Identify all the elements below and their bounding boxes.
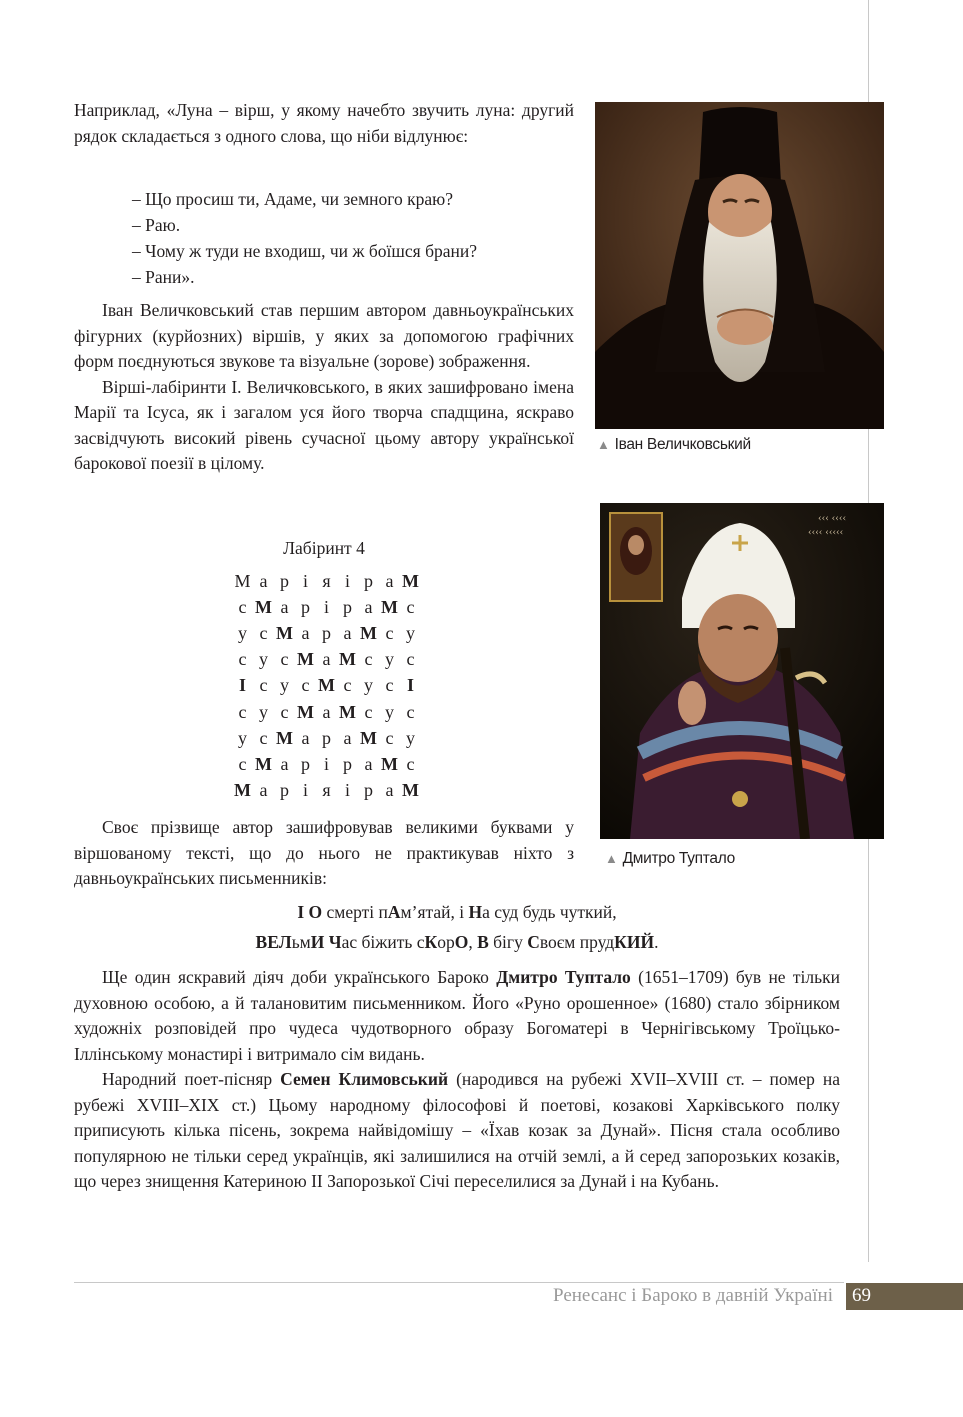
verse-text: ор bbox=[437, 932, 455, 952]
labyrinth-letter: а bbox=[322, 649, 331, 670]
cipher-capital: С bbox=[527, 932, 540, 952]
luna-dialog bbox=[132, 186, 477, 290]
labyrinth-letter: М bbox=[234, 570, 251, 591]
labyrinth-letter: а bbox=[343, 622, 352, 643]
labyrinth-letter: у bbox=[259, 649, 268, 670]
dialog-line: – Раю. bbox=[132, 215, 181, 235]
labyrinth-letter: І bbox=[238, 675, 246, 696]
labyrinth-letter: с bbox=[406, 649, 415, 670]
labyrinth-letter: І bbox=[406, 675, 414, 696]
labyrinth-letter: я bbox=[322, 570, 331, 591]
labyrinth-row bbox=[232, 647, 421, 673]
svg-text:‹‹‹‹ ‹‹‹‹‹: ‹‹‹‹ ‹‹‹‹‹ bbox=[808, 528, 844, 538]
dialog-line: – Рани». bbox=[132, 267, 195, 287]
labyrinth-letter: с bbox=[406, 596, 415, 617]
paragraph-figure-verses: Іван Величковський став першим автором давньоукраїнських фігурних (курйозних) віршів, у яких за допомогою графічних форм поєднуються звукове та візуальне (зорове) зображення. bbox=[74, 300, 574, 371]
labyrinth-letter: М bbox=[297, 701, 314, 722]
portrait-tuptalo bbox=[600, 503, 884, 839]
labyrinth-letter: М bbox=[255, 596, 272, 617]
labyrinth-letter: с bbox=[385, 675, 394, 696]
labyrinth-letter: р bbox=[364, 570, 373, 591]
verse-text: , bbox=[468, 932, 478, 952]
labyrinth-letter: а bbox=[259, 780, 268, 801]
triangle-up-icon: ▲ bbox=[597, 437, 610, 452]
verse-text: а суд будь чуткий, bbox=[482, 902, 617, 922]
labyrinth-letter: у bbox=[406, 622, 415, 643]
labyrinth-letter: а bbox=[364, 753, 373, 774]
verse-text: бігу bbox=[488, 932, 528, 952]
labyrinth-letter: а bbox=[301, 727, 310, 748]
labyrinth-row bbox=[232, 620, 421, 646]
labyrinth-letter: у bbox=[238, 622, 247, 643]
labyrinth-letter: М bbox=[402, 570, 419, 591]
cipher-capital: О bbox=[454, 932, 469, 952]
labyrinth-letter: і bbox=[323, 753, 329, 774]
labyrinth-letter: р bbox=[322, 622, 331, 643]
labyrinth-letter: с bbox=[406, 701, 415, 722]
labyrinth-letter: я bbox=[322, 780, 331, 801]
labyrinth-letter: М bbox=[276, 622, 293, 643]
triangle-up-icon: ▲ bbox=[605, 851, 618, 866]
cipher-capital: Н bbox=[468, 902, 483, 922]
labyrinth-row bbox=[232, 568, 421, 594]
labyrinth-row bbox=[232, 725, 421, 751]
body-text-top bbox=[74, 298, 574, 477]
labyrinth-letter: р bbox=[364, 780, 373, 801]
labyrinth-letter: у bbox=[280, 675, 289, 696]
labyrinth-letter: М bbox=[276, 727, 293, 748]
cipher-capital: А bbox=[387, 902, 401, 922]
intro-paragraph bbox=[74, 98, 574, 149]
labyrinth-letter: с bbox=[259, 675, 268, 696]
running-footer-title: Ренесанс і Бароко в давній Україні bbox=[553, 1285, 833, 1306]
labyrinth-letter: р bbox=[280, 780, 289, 801]
labyrinth-letter: у bbox=[259, 701, 268, 722]
caption-velychkovsky: ▲ Іван Величковський bbox=[597, 436, 751, 453]
body-text-bottom bbox=[74, 965, 840, 1195]
paragraph-luna: Наприклад, «Луна – вірш, у якому начебто звучить луна: другий рядок складається з одного слова, що ніби відлунює: bbox=[74, 100, 574, 146]
labyrinth-letter: а bbox=[385, 780, 394, 801]
dialog-line: – Чому ж туди не входиш, чи ж боїшся брани? bbox=[132, 241, 477, 261]
cipher-capital: І О bbox=[297, 902, 323, 922]
labyrinth-letter: а bbox=[301, 622, 310, 643]
labyrinth-letter: у bbox=[364, 675, 373, 696]
dialog-line: – Що просиш ти, Адаме, чи земного краю? bbox=[132, 189, 453, 209]
labyrinth-letter: с bbox=[364, 649, 373, 670]
verse-text: ьм bbox=[291, 932, 311, 952]
verse-text: ас біжить с bbox=[341, 932, 425, 952]
paragraph-tuptalo: Ще один яскравий діяч доби українського Бароко Дмитро Туптало (1651–1709) був не тільки духовною особою, а й талановитим письменником. Його «Руно орошенное» (1680) стало збірником художніх розповідей про чудеса чудотворного образу Богоматері в Чернігівському Троїцько-Іллінському монастирі і витримало сім видань. bbox=[74, 967, 840, 1064]
labyrinth-letter: с bbox=[238, 701, 247, 722]
labyrinth-letter: у bbox=[406, 727, 415, 748]
page-number: 69 bbox=[852, 1285, 871, 1306]
labyrinth-letter: у bbox=[385, 649, 394, 670]
labyrinth-letter: с bbox=[385, 727, 394, 748]
verse-text: . bbox=[654, 932, 659, 952]
labyrinth-letter: М bbox=[234, 780, 251, 801]
labyrinth-letter: М bbox=[381, 596, 398, 617]
labyrinth-letter: с bbox=[238, 596, 247, 617]
labyrinth-letter: с bbox=[406, 753, 415, 774]
labyrinth-row bbox=[232, 699, 421, 725]
labyrinth-letter: с bbox=[259, 622, 268, 643]
paragraph-labyrinths: Вірші-лабіринти І. Величковського, в яких зашифровано імена Марії та Ісуса, як і загалом уся його творча спадщина, яскраво засвідчують високий рівень сучасної цьому автору української барокової поезії в цілому. bbox=[74, 376, 574, 473]
cipher-verse-line-1 bbox=[74, 897, 840, 927]
cipher-verse-line-2 bbox=[74, 927, 840, 957]
cipher-capital: К bbox=[424, 932, 438, 952]
labyrinth-letter: с bbox=[301, 675, 310, 696]
cipher-capital: И Ч bbox=[310, 932, 342, 952]
labyrinth-letter: а bbox=[322, 701, 331, 722]
labyrinth-letter: М bbox=[339, 701, 356, 722]
labyrinth-letter: а bbox=[385, 570, 394, 591]
cipher-capital: В bbox=[477, 932, 489, 952]
labyrinth-row bbox=[232, 778, 421, 804]
labyrinth-letter: М bbox=[339, 649, 356, 670]
body-text-middle bbox=[74, 815, 574, 892]
labyrinth-letter: М bbox=[381, 753, 398, 774]
verse-text: смерті п bbox=[322, 902, 388, 922]
labyrinth-letter: р bbox=[280, 570, 289, 591]
paragraph-surname-cipher: Своє прізвище автор зашифровував великими буквами у віршованому тексті, що до нього не практикував ніхто з давньоукраїнських письменників: bbox=[74, 817, 574, 888]
labyrinth-row bbox=[232, 594, 421, 620]
labyrinth-letter: а bbox=[259, 570, 268, 591]
labyrinth-letter: р bbox=[322, 727, 331, 748]
name-klymovsky: Семен Климовський bbox=[280, 1069, 449, 1089]
labyrinth-letter: і bbox=[302, 780, 308, 801]
footer-rule bbox=[74, 1282, 844, 1283]
labyrinth-letter: с bbox=[343, 675, 352, 696]
labyrinth-row bbox=[232, 751, 421, 777]
svg-text:‹‹‹ ‹‹‹‹: ‹‹‹ ‹‹‹‹ bbox=[818, 514, 847, 524]
paragraph-klymovsky: Народний поет-пісняр Семен Климовський (народився на рубежі XVII–XVIII ст. – помер на рубежі XVIII–XIX ст.) Цьому народному філософові й поетові, козакові Харківського полку приписують кілька пісень, зокрема найвідомішу – «Їхав козак за Дунай». Пісня стала особливо популярною не тільки серед українців, які залишилися на отчій землі, а й серед запорозьких козаків, що через знищення Катериною ІІ Запорозької Січі переселилися за Дунай і на Кубань. bbox=[74, 1069, 840, 1191]
labyrinth-row bbox=[232, 673, 421, 699]
labyrinth-letter: с bbox=[280, 701, 289, 722]
labyrinth-letter: а bbox=[364, 596, 373, 617]
labyrinth-letter: і bbox=[344, 570, 350, 591]
verse-text: м’ятай, і bbox=[400, 902, 469, 922]
portrait-velychkovsky bbox=[595, 102, 884, 429]
labyrinth-letter: М bbox=[255, 753, 272, 774]
labyrinth-letter: у bbox=[385, 701, 394, 722]
labyrinth-letter: М bbox=[318, 675, 335, 696]
labyrinth-letter: с bbox=[238, 649, 247, 670]
labyrinth-letter: р bbox=[301, 596, 310, 617]
labyrinth-letter: р bbox=[343, 753, 352, 774]
labyrinth-letter: і bbox=[344, 780, 350, 801]
labyrinth-letter: а bbox=[343, 727, 352, 748]
labyrinth-letter: а bbox=[280, 753, 289, 774]
labyrinth-letter: с bbox=[280, 649, 289, 670]
labyrinth-grid bbox=[232, 568, 421, 804]
labyrinth-letter: М bbox=[402, 780, 419, 801]
labyrinth-letter: а bbox=[280, 596, 289, 617]
labyrinth-letter: М bbox=[360, 727, 377, 748]
cipher-capital: КИЙ bbox=[614, 932, 655, 952]
labyrinth-letter: с bbox=[385, 622, 394, 643]
caption-tuptalo: ▲ Дмитро Туптало bbox=[605, 850, 735, 867]
labyrinth-letter: у bbox=[238, 727, 247, 748]
labyrinth-title: Лабіринт 4 bbox=[283, 538, 365, 558]
cipher-capital: ВЕЛ bbox=[255, 932, 292, 952]
labyrinth-letter: М bbox=[297, 649, 314, 670]
verse-text: воєм пруд bbox=[539, 932, 615, 952]
labyrinth-letter: р bbox=[301, 753, 310, 774]
labyrinth-letter: с bbox=[364, 701, 373, 722]
labyrinth-letter: М bbox=[360, 622, 377, 643]
labyrinth-letter: с bbox=[259, 727, 268, 748]
labyrinth-letter: і bbox=[302, 570, 308, 591]
name-tuptalo: Дмитро Туптало bbox=[496, 967, 631, 987]
labyrinth-letter: і bbox=[323, 596, 329, 617]
labyrinth-letter: р bbox=[343, 596, 352, 617]
labyrinth-letter: с bbox=[238, 753, 247, 774]
